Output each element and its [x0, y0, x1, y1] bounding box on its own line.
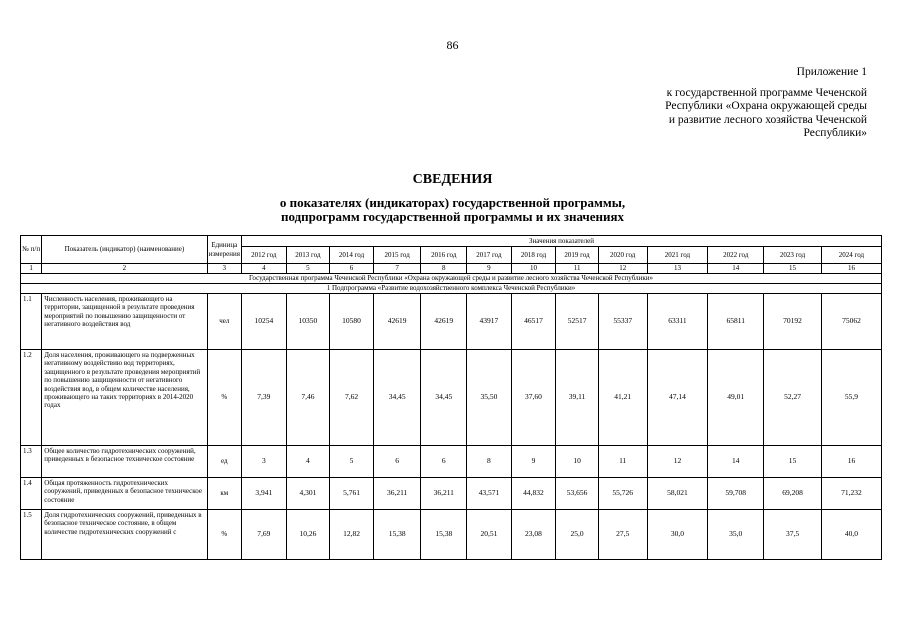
- value-cell: 39,11: [556, 350, 599, 446]
- column-index: 8: [421, 264, 467, 274]
- value-cell: 7,69: [242, 510, 287, 560]
- value-cell: 37,60: [511, 350, 556, 446]
- value-cell: 53,656: [556, 478, 599, 510]
- subprogram-row: 1 Подпрограмма «Развитие водохозяйственного комплекса Чеченской Республики»: [21, 284, 882, 294]
- value-cell: 20,51: [467, 510, 512, 560]
- value-cell: 14: [708, 446, 764, 478]
- appendix-line: Республики»: [803, 127, 867, 139]
- appendix-line: и развитие лесного хозяйства Чеченской: [668, 113, 867, 126]
- value-cell: 59,708: [708, 478, 764, 510]
- column-index: 1: [21, 264, 42, 274]
- column-index: 16: [821, 264, 881, 274]
- table-row: [21, 350, 882, 446]
- value-cell: 52,27: [764, 350, 822, 446]
- year-header: 2016 год: [421, 247, 467, 264]
- appendix-title: Приложение 1: [796, 66, 867, 78]
- column-index: 9: [467, 264, 512, 274]
- row-number: 1.4: [21, 478, 42, 510]
- appendix-line: Республики «Охрана окружающей среды: [665, 100, 867, 112]
- column-index: 12: [598, 264, 647, 274]
- column-index: 11: [556, 264, 599, 274]
- value-cell: 47,14: [647, 350, 708, 446]
- column-index: 13: [647, 264, 708, 274]
- header-indicator: Показатель (индикатор) (наименование): [42, 236, 207, 264]
- value-cell: 3: [242, 446, 287, 478]
- column-index: 14: [708, 264, 764, 274]
- value-cell: 12,82: [330, 510, 374, 560]
- year-header: 2017 год: [467, 247, 512, 264]
- value-cell: 75062: [821, 294, 881, 350]
- value-cell: 35,50: [467, 350, 512, 446]
- value-cell: 42619: [421, 294, 467, 350]
- year-header: 2020 год: [598, 247, 647, 264]
- year-header: 2019 год: [556, 247, 599, 264]
- table-row: [21, 510, 882, 560]
- value-cell: 10580: [330, 294, 374, 350]
- value-cell: 44,832: [511, 478, 556, 510]
- value-cell: 16: [821, 446, 881, 478]
- indicator-name: Общее количество гидротехнических сооружений, приведенных в безопасное техническое состояние: [42, 446, 207, 478]
- header-values: Значения показателей: [242, 236, 882, 247]
- value-cell: 7,39: [242, 350, 287, 446]
- value-cell: 58,021: [647, 478, 708, 510]
- year-header: 2022 год: [708, 247, 764, 264]
- value-cell: 4: [286, 446, 330, 478]
- value-cell: 12: [647, 446, 708, 478]
- value-cell: 41,21: [598, 350, 647, 446]
- value-cell: 15: [764, 446, 822, 478]
- value-cell: 15,38: [421, 510, 467, 560]
- value-cell: 36,211: [373, 478, 421, 510]
- value-cell: 52517: [556, 294, 599, 350]
- value-cell: 8: [467, 446, 512, 478]
- document-subtitle-line: подпрограмм государственной программы и их значениях: [280, 208, 625, 224]
- value-cell: 9: [511, 446, 556, 478]
- unit-cell: чел: [207, 294, 241, 350]
- value-cell: 35,0: [708, 510, 764, 560]
- row-number: 1.1: [21, 294, 42, 350]
- value-cell: 34,45: [421, 350, 467, 446]
- value-cell: 65811: [708, 294, 764, 350]
- year-header: 2014 год: [330, 247, 374, 264]
- header-unit: Единица измерения: [207, 236, 241, 264]
- value-cell: 25,0: [556, 510, 599, 560]
- row-number: 1.3: [21, 446, 42, 478]
- value-cell: 40,0: [821, 510, 881, 560]
- column-index: 2: [42, 264, 207, 274]
- indicator-name: Доля населения, проживающего на подверженных негативному воздействию вод территориях, защищенного в результате проведения мероприятий по повышению защищенности от негативного воздействия вод, в общем количестве населения, проживающего на таких территориях в 2014-2020 годах: [42, 350, 207, 446]
- year-header: 2024 год: [821, 247, 881, 264]
- value-cell: 70192: [764, 294, 822, 350]
- value-cell: 71,232: [821, 478, 881, 510]
- column-index: 7: [373, 264, 421, 274]
- year-header: 2021 год: [647, 247, 708, 264]
- value-cell: 7,62: [330, 350, 374, 446]
- program-row: Государственная программа Чеченской Республики «Охрана окружающей среды и развитие лесного хозяйства Чеченской Республики»: [21, 274, 882, 284]
- value-cell: 34,45: [373, 350, 421, 446]
- header-num: № п/п: [21, 236, 42, 264]
- value-cell: 36,211: [421, 478, 467, 510]
- value-cell: 5,761: [330, 478, 374, 510]
- unit-cell: %: [207, 350, 241, 446]
- value-cell: 55,9: [821, 350, 881, 446]
- value-cell: 10,26: [286, 510, 330, 560]
- table-row: [21, 478, 882, 510]
- indicator-name: Общая протяженность гидротехнических сооружений, приведенных в безопасное техническое состояние: [42, 478, 207, 510]
- row-number: 1.2: [21, 350, 42, 446]
- year-header: 2023 год: [764, 247, 822, 264]
- value-cell: 15,38: [373, 510, 421, 560]
- value-cell: 3,941: [242, 478, 287, 510]
- column-index: 6: [330, 264, 374, 274]
- value-cell: 43,571: [467, 478, 512, 510]
- value-cell: 42619: [373, 294, 421, 350]
- column-index: 4: [242, 264, 287, 274]
- column-index: 10: [511, 264, 556, 274]
- value-cell: 6: [373, 446, 421, 478]
- value-cell: 10: [556, 446, 599, 478]
- value-cell: 55,726: [598, 478, 647, 510]
- document-subtitle-line: о показателях (индикаторах) государственной программы,: [279, 195, 626, 210]
- unit-cell: ед: [207, 446, 241, 478]
- year-header: 2012 год: [242, 247, 287, 264]
- page-number: 86: [446, 38, 459, 52]
- unit-cell: %: [207, 510, 241, 560]
- value-cell: 37,5: [764, 510, 822, 560]
- value-cell: 10350: [286, 294, 330, 350]
- value-cell: 46517: [511, 294, 556, 350]
- document-title: СВЕДЕНИЯ: [412, 172, 493, 187]
- value-cell: 63311: [647, 294, 708, 350]
- document-heading: [0, 172, 905, 223]
- column-index: 15: [764, 264, 822, 274]
- value-cell: 11: [598, 446, 647, 478]
- value-cell: 4,301: [286, 478, 330, 510]
- column-index: 5: [286, 264, 330, 274]
- indicator-name: Доля гидротехнических сооружений, приведенных в безопасное техническое состояние, в общем количестве гидротехнических сооружений с: [42, 510, 207, 560]
- year-header: 2018 год: [511, 247, 556, 264]
- value-cell: 30,0: [647, 510, 708, 560]
- indicators-table: [20, 235, 882, 560]
- value-cell: 69,208: [764, 478, 822, 510]
- year-header: 2013 год: [286, 247, 330, 264]
- column-index: 3: [207, 264, 241, 274]
- value-cell: 55337: [598, 294, 647, 350]
- value-cell: 23,08: [511, 510, 556, 560]
- value-cell: 7,46: [286, 350, 330, 446]
- value-cell: 27,5: [598, 510, 647, 560]
- appendix-note: [607, 66, 867, 141]
- column-index-row: [21, 264, 882, 274]
- table-row: [21, 294, 882, 350]
- value-cell: 10254: [242, 294, 287, 350]
- row-number: 1.5: [21, 510, 42, 560]
- value-cell: 6: [421, 446, 467, 478]
- unit-cell: км: [207, 478, 241, 510]
- indicator-name: Численность населения, проживающего на территории, защищенной в результате проведения мероприятий по повышению защищенности от негативного воздействия вод: [42, 294, 207, 350]
- value-cell: 5: [330, 446, 374, 478]
- table-row: [21, 446, 882, 478]
- value-cell: 43917: [467, 294, 512, 350]
- appendix-line: к государственной программе Чеченской: [666, 86, 867, 99]
- year-header: 2015 год: [373, 247, 421, 264]
- value-cell: 49,01: [708, 350, 764, 446]
